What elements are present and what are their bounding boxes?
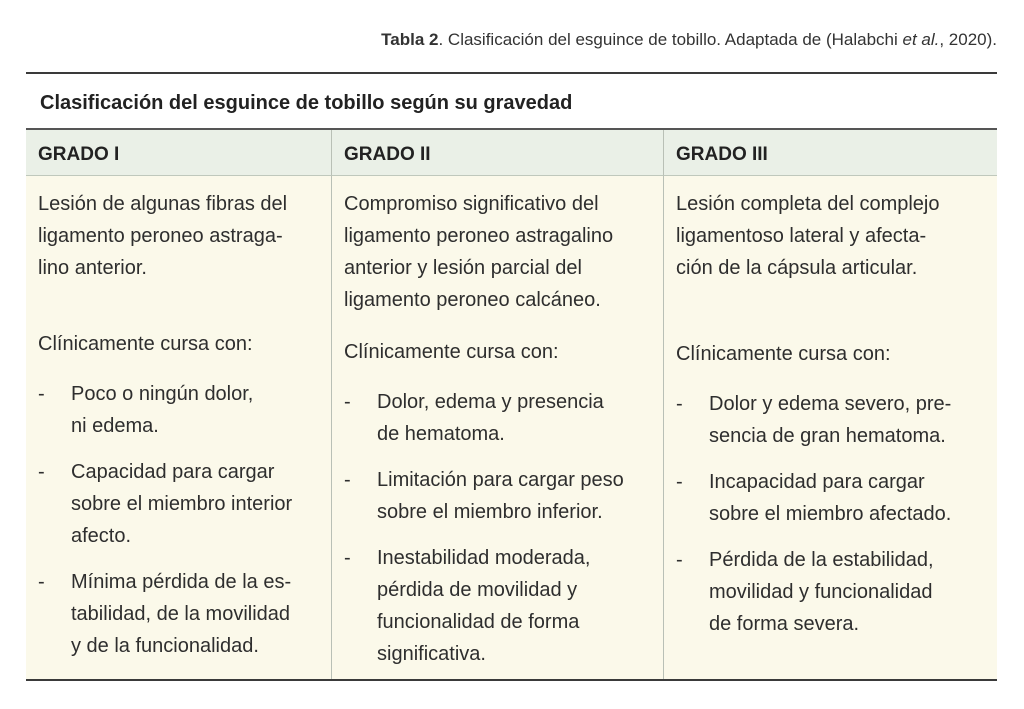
dash-bullet: - xyxy=(676,471,683,493)
symptom-item xyxy=(676,466,989,530)
table-caption xyxy=(381,30,997,50)
grade-description xyxy=(38,188,323,284)
caption-label: Tabla 2 xyxy=(381,30,439,49)
dash-bullet: - xyxy=(676,393,683,415)
clinical-subheading: Clínicamente cursa con: xyxy=(38,333,253,355)
description-line: lino anterior. xyxy=(38,257,147,279)
symptom-line: sencia de gran hematoma. xyxy=(709,425,946,447)
grade-description xyxy=(344,188,655,316)
symptom-item xyxy=(676,388,989,452)
description-line: Lesión completa del complejo xyxy=(676,193,940,215)
header-grado-3: GRADO III xyxy=(664,130,997,176)
symptom-line: Dolor y edema severo, pre- xyxy=(709,393,952,415)
grade-description xyxy=(676,188,989,284)
symptom-line: Limitación para cargar peso xyxy=(377,469,624,491)
description-line: Lesión de algunas fibras del xyxy=(38,193,288,215)
symptom-item xyxy=(344,386,655,450)
symptom-line: de hematoma. xyxy=(377,423,505,445)
symptom-line: significativa. xyxy=(377,643,486,665)
dash-bullet: - xyxy=(344,469,351,491)
symptom-list xyxy=(676,388,989,640)
cell-grado-1 xyxy=(26,176,332,679)
description-line: anterior y lesión parcial del xyxy=(344,257,582,279)
symptom-line: Capacidad para cargar xyxy=(71,461,275,483)
description-line: ligamento peroneo astragalino xyxy=(344,225,614,247)
classification-table xyxy=(26,72,997,681)
cell-grado-3 xyxy=(664,176,997,679)
symptom-line: sobre el miembro afectado. xyxy=(709,503,952,525)
symptom-line: Pérdida de la estabilidad, xyxy=(709,549,934,571)
symptom-list xyxy=(344,386,655,670)
header-grado-2: GRADO II xyxy=(332,130,664,176)
symptom-line: pérdida de movilidad y xyxy=(377,579,578,601)
symptom-list xyxy=(38,378,323,662)
dash-bullet: - xyxy=(344,391,351,413)
symptom-line: y de la funcionalidad. xyxy=(71,635,259,657)
description-line: Compromiso significativo del xyxy=(344,193,599,215)
table-title: Clasificación del esguince de tobillo según su gravedad xyxy=(26,74,997,130)
dash-bullet: - xyxy=(676,549,683,571)
dash-bullet: - xyxy=(38,461,45,483)
symptom-line: afecto. xyxy=(71,525,132,547)
symptom-line: Incapacidad para cargar xyxy=(709,471,925,493)
dash-bullet: - xyxy=(38,571,45,593)
caption-italic: et al. xyxy=(902,30,940,49)
symptom-item xyxy=(676,544,989,640)
symptom-line: de forma severa. xyxy=(709,613,860,635)
symptom-item xyxy=(344,464,655,528)
symptom-line: Inestabilidad moderada, xyxy=(377,547,591,569)
description-line: ligamentoso lateral y afecta- xyxy=(676,225,927,247)
symptom-item xyxy=(38,378,323,442)
table-grid xyxy=(26,130,997,681)
cell-grado-2 xyxy=(332,176,664,679)
header-grado-1: GRADO I xyxy=(26,130,332,176)
symptom-item xyxy=(38,566,323,662)
description-line: ligamento peroneo astraga- xyxy=(38,225,283,247)
description-line: ligamento peroneo calcáneo. xyxy=(344,289,601,311)
clinical-subheading: Clínicamente cursa con: xyxy=(344,341,559,363)
dash-bullet: - xyxy=(344,547,351,569)
symptom-line: funcionalidad de forma xyxy=(377,611,580,633)
dash-bullet: - xyxy=(38,383,45,405)
symptom-line: tabilidad, de la movilidad xyxy=(71,603,291,625)
description-line: ción de la cápsula articular. xyxy=(676,257,918,279)
clinical-subheading: Clínicamente cursa con: xyxy=(676,343,891,365)
symptom-item xyxy=(344,542,655,670)
symptom-line: ni edema. xyxy=(71,415,159,437)
symptom-line: sobre el miembro interior xyxy=(71,493,293,515)
symptom-item xyxy=(38,456,323,552)
symptom-line: movilidad y funcionalidad xyxy=(709,581,933,603)
symptom-line: Poco o ningún dolor, xyxy=(71,383,254,405)
caption-text-end: , 2020). xyxy=(939,30,997,49)
symptom-line: Mínima pérdida de la es- xyxy=(71,571,292,593)
caption-text: . Clasificación del esguince de tobillo. Adaptada de (Halabchi xyxy=(438,30,903,49)
symptom-line: Dolor, edema y presencia xyxy=(377,391,604,413)
symptom-line: sobre el miembro inferior. xyxy=(377,501,603,523)
